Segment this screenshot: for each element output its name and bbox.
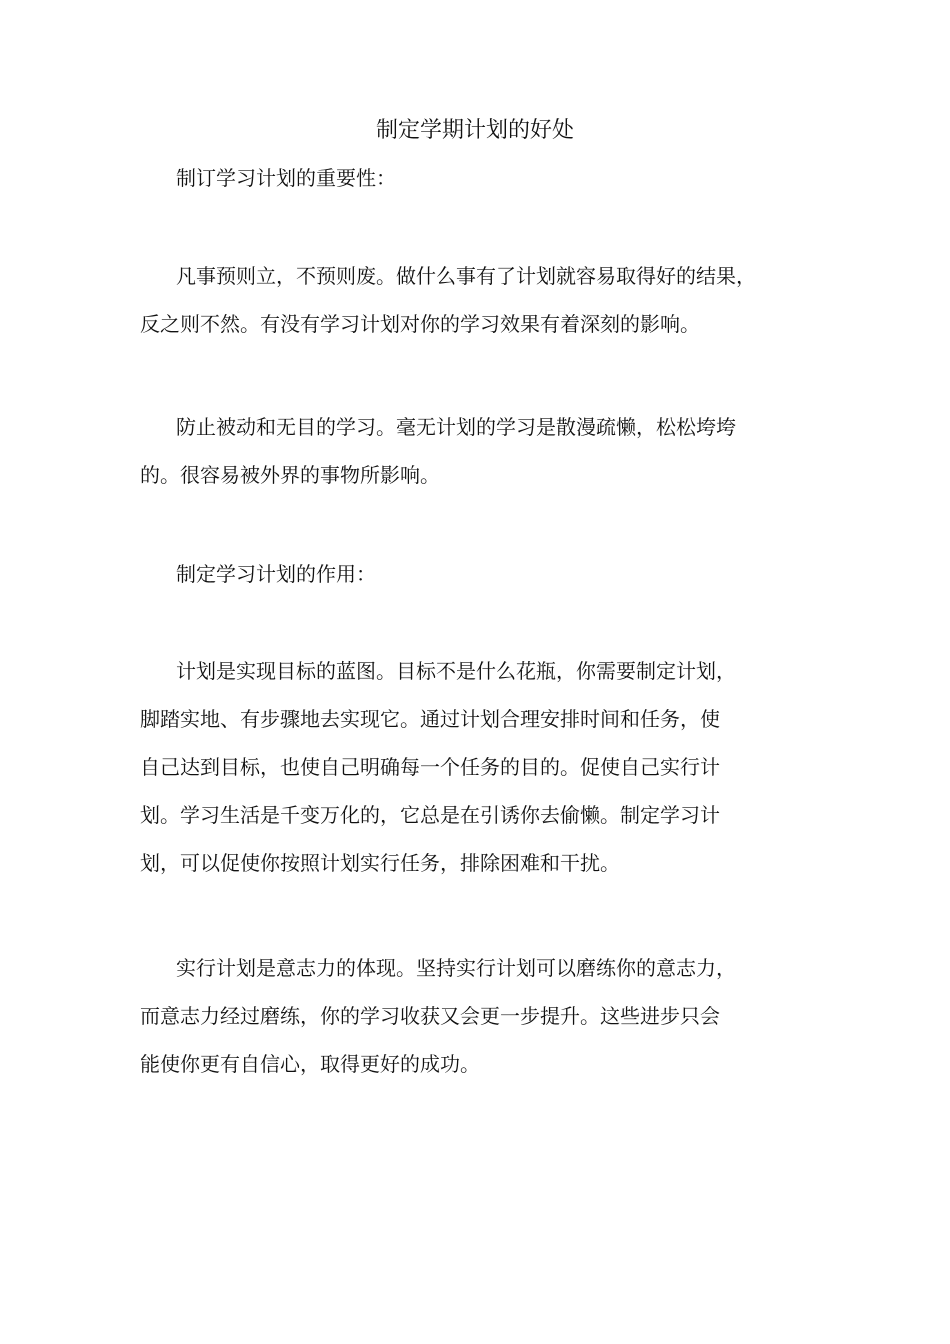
- paragraph-importance-heading: [140, 154, 820, 202]
- text-line: 制定学习计划的作用：: [176, 562, 376, 586]
- document-title: 制定学期计划的好处: [375, 118, 574, 143]
- text-line: 划。学习生活是千变万化的，它总是在引诱你去偷懒。制定学习计: [140, 803, 720, 827]
- text-line: 制订学习计划的重要性：: [176, 166, 396, 190]
- text-line: 的。很容易被外界的事物所影响。: [140, 463, 440, 487]
- text-line: 反之则不然。有没有学习计划对你的学习效果有着深刻的影响。: [140, 312, 700, 336]
- text-line: 实行计划是意志力的体现。坚持实行计划可以磨练你的意志力，: [176, 956, 736, 980]
- text-line: 能使你更有自信心，取得更好的成功。: [140, 1052, 480, 1076]
- paragraph-function-heading: [140, 550, 820, 598]
- paragraph-avoid-passive-learning: [140, 403, 820, 499]
- paragraph-planning-proverb: [140, 252, 820, 348]
- text-line: 自己达到目标，也使自己明确每一个任务的目的。促使自己实行计: [140, 755, 720, 779]
- paragraph-plan-blueprint: [140, 647, 820, 887]
- text-line: 划，可以促使你按照计划实行任务，排除困难和干扰。: [140, 851, 620, 875]
- text-line: 计划是实现目标的蓝图。目标不是什么花瓶，你需要制定计划，: [176, 659, 736, 683]
- text-line: 而意志力经过磨练，你的学习收获又会更一步提升。这些进步只会: [140, 1004, 720, 1028]
- paragraph-willpower: [140, 944, 820, 1088]
- text-line: 脚踏实地、有步骤地去实现它。通过计划合理安排时间和任务，使: [140, 707, 720, 731]
- text-line: 凡事预则立，不预则废。做什么事有了计划就容易取得好的结果，: [176, 264, 756, 288]
- text-line: 防止被动和无目的学习。毫无计划的学习是散漫疏懒，松松垮垮: [176, 415, 736, 439]
